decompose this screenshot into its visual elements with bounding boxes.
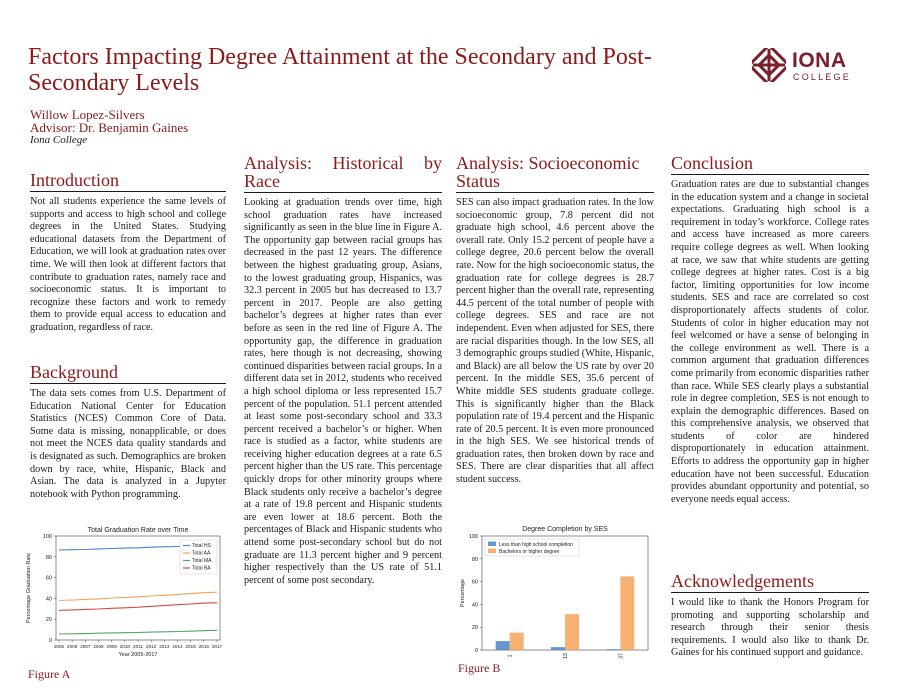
bar-less-than-hs (551, 647, 565, 650)
bar-bachelors (565, 614, 579, 650)
series-line-total-aa (59, 592, 217, 600)
x-tick-label: 2014 (172, 644, 183, 649)
series-line-total-ba (59, 603, 217, 611)
y-axis-label: Percentage (460, 578, 466, 608)
y-tick-label: 100 (42, 534, 52, 540)
x-tick-label: 2017 (211, 644, 223, 649)
chart-title: Total Graduation Rate over Time (87, 527, 189, 534)
section-text: Looking at graduation trends over time, high school graduation rates have increased significantly as seen in the blue line in Figure A. The opportunity gap between racial groups has decreased in the past 12 years. The difference between the highest graduating group, Asians, to the lowest graduating group, Hispanics, was 32.3 percent in 2005 but has decreased to 13.7 percent in 2017. People are also getting bachelor’s degrees at higher rates than ever before as seen in the red line of Figure A. The opportunity gap, the difference in graduation rates, here though is not decreasing, showing continued disparities between racial groups. In a different data set in 2012, students who received a high school diploma or less represented 15.7 percent of the population. 51.1 percent attended at least some post-secondary school and 33.3 percent received a bachelor’s or higher. When race is studied as a factor, white students are receiving higher education degrees at a rate 6.5 percent higher than the US rate. This percentage quickly drops for other minority groups where Black students only receive a bachelor’s degree at a rate of 19.8 percent and Hispanic students are even lower at 18.6 percent. Both the percentages of Black and Hispanic students who attend some post-secondary school but do not graduate are 11.3 percent higher and 9 percent higher respectively than the US rate of 51.1 percent of some post secondary. (244, 197, 442, 586)
figure-b-label: Figure B (458, 661, 501, 675)
legend-label: Total AA (192, 550, 211, 557)
y-tick-label: 40 (471, 602, 478, 609)
legend-swatch (488, 549, 496, 554)
y-tick-label: 0 (474, 648, 478, 654)
section-heading: Background (30, 363, 226, 384)
college-seal-icon (752, 48, 786, 82)
x-tick-label: 13 (563, 653, 569, 659)
x-tick-label: 2012 (146, 644, 157, 649)
analysis-race-section (244, 154, 442, 587)
advisor-name: Advisor: Dr. Benjamin Gaines (30, 120, 189, 135)
legend-label: Total HS (192, 543, 211, 549)
section-text: Not all students experience the same levels of supports and access to high school and college degrees in the United States. Studying educational datasets from the Department of Education, we will look at graduation rates over time. We will then look at different factors that contribute to graduation rates, namely race and socioeconomic status. It is important to recognize these factors and work to remedy them to provide equal access to education and graduation, regardless of race. (30, 196, 226, 333)
y-tick-label: 80 (471, 556, 478, 563)
section-heading: Analysis: Historical by Race (244, 153, 442, 191)
conclusion-section (671, 154, 869, 506)
acknowledgements-section (671, 572, 869, 660)
y-tick-label: 60 (45, 575, 52, 582)
y-axis-label: Percentage Graduation Rate (26, 552, 32, 624)
y-tick-label: 0 (48, 638, 52, 644)
x-tick-label: 2008 (93, 644, 104, 649)
background-section (30, 363, 226, 501)
y-tick-label: 40 (45, 596, 52, 603)
figure-b-chart (456, 522, 654, 660)
legend-label: Total BA (192, 565, 211, 572)
legend-label: Bachelors or higher degree (499, 549, 560, 555)
x-tick-label: 37 (618, 653, 625, 659)
x-tick-label: 2015 (185, 644, 196, 649)
x-tick-label: 2009 (106, 644, 117, 649)
section-heading: Conclusion (671, 154, 869, 175)
x-tick-label: 1 (507, 654, 514, 658)
x-tick-label: 2007 (80, 644, 91, 649)
legend-label: Less than high school completion (499, 542, 573, 548)
series-line-total-ma (59, 630, 217, 634)
chart-title: Degree Completion by SES (522, 526, 608, 533)
figure-a-chart (20, 522, 226, 664)
x-tick-label: 2010 (119, 644, 130, 649)
y-tick-label: 20 (45, 617, 52, 624)
figure-a-label: Figure A (28, 667, 71, 681)
bar-less-than-hs (496, 641, 510, 650)
y-tick-label: 100 (468, 534, 478, 540)
x-axis-label: Year 2005-2017 (118, 652, 158, 658)
x-tick-label: 2005 (53, 644, 65, 649)
x-tick-label: 2011 (133, 644, 143, 649)
bar-bachelors (620, 576, 634, 650)
legend-label: Total MA (192, 558, 212, 564)
section-text: Graduation rates are due to substantial changes in the education system and a change in societal expectations. Graduating high school is a requirement in today’s workforce. College rates and access have increased as more careers require college degrees as well. When looking at race, we saw that white students are getting college degrees at higher rates. Cost is a big factor, limiting opportunities for low income students. SES and race are correlated so cost disproportionately affects students of color. Students of color in higher education may not feel welcomed or have a sense of belonging in the college environment as well. There is a common argument that graduation differences come primarily from economic disparities rather than race. While SES clearly plays a substantial role in degree completion, SES is not enough to explain the demographic differences. Based on this comprehensive analysis, we observed that students of color are hindered disproportionately in education attainment. Efforts to address the opportunity gap in higher education have not been successful. Education provides abundant opportunity and potential, so everyone needs equal access. (671, 179, 869, 505)
bar-bachelors (510, 633, 524, 650)
section-text: The data sets comes from U.S. Department of Education National Center for Education Statistics (NCES) Common Core of Data. Some data is missing, nonapplicable, or does not meet the NCES data quality standards and is designated as such. Demographics are broken down by race, white, Hispanic, Black and Asian. The data is analyzed in a Jupyter notebook with Python programming. (30, 388, 226, 500)
x-tick-label: 2006 (67, 644, 78, 649)
section-heading: Acknowledgements (671, 572, 869, 593)
logo-subtext: COLLEGE (793, 72, 851, 82)
section-heading: Introduction (30, 171, 226, 192)
section-heading: Analysis: Socioeconomic Status (456, 154, 654, 193)
poster-title: Factors Impacting Degree Attainment at the Secondary and Post-Secondary Levels (28, 44, 652, 96)
section-text: I would like to thank the Honors Program for promoting and supporting scholarship and research through their senior thesis requirements. I would also like to thank Dr. Gaines for his continued support and guidance. (671, 597, 869, 659)
logo-text: IONA (792, 49, 847, 72)
section-text: SES can also impact graduation rates. In the low socioeconomic group, 7.8 percent did not graduate high school, 4.6 percent above the overall rate. Only 15.2 percent of people have a college degree, 20.6 percent below the overall rate. Now for the high socioeconomic status, the graduation rate for college degrees is 28.7 percent higher than the overall rate, representing 44.5 percent of the total number of people with college degrees. SES and race are not independent. Even when adjusted for SES, there are racial disparities though. In the low SES, all 3 demographic groups studied (White, Hispanic, and Black) are all below the US rate by over 20 percent. In the middle SES, 35.6 percent of White middle SES students graduate college. This is significantly higher than the Black population rate of 19.4 percent and the Hispanic rate of 20.5 percent. It is even more pronounced in the high SES. We see historical trends of graduation rates, then broken down by race and SES. There are clear disparities that all affect student success. (456, 197, 654, 486)
y-tick-label: 80 (45, 554, 52, 561)
college-logo (752, 48, 862, 84)
introduction-section (30, 171, 226, 335)
y-tick-label: 20 (471, 625, 478, 632)
institution-name: Iona College (30, 134, 88, 146)
legend-swatch (488, 542, 496, 547)
x-tick-label: 2016 (198, 644, 209, 649)
author-name: Willow Lopez-Silvers (30, 107, 145, 122)
y-tick-label: 60 (471, 579, 478, 586)
x-tick-label: 2013 (159, 644, 170, 649)
bar-less-than-hs (606, 649, 620, 650)
analysis-ses-section (456, 154, 654, 487)
